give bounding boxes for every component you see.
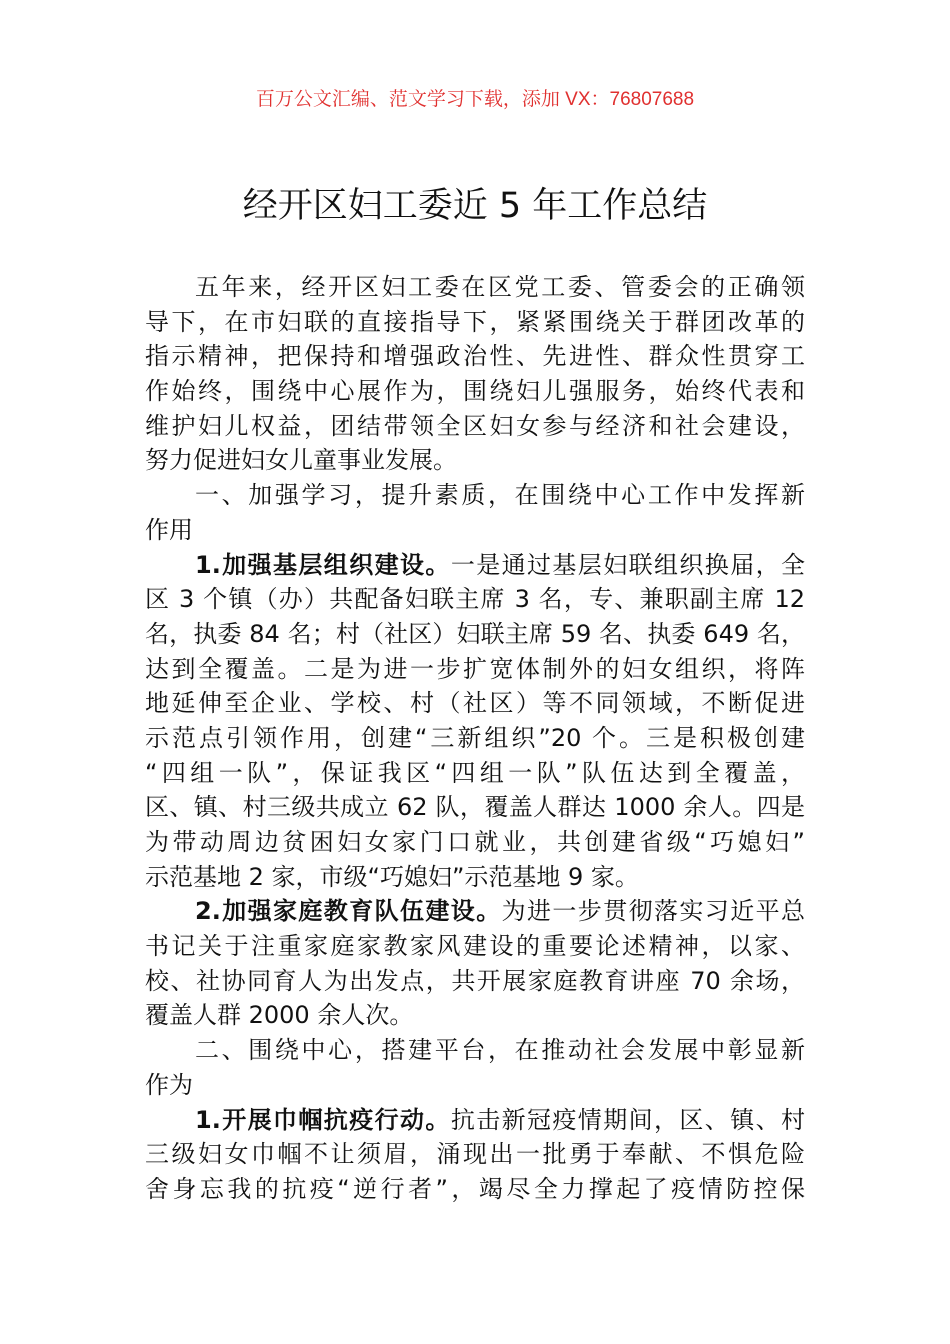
text-line [145,1172,805,1207]
line-text: 舍身忘我的抗疫“逆行者”，竭尽全力撑起了疫情防控保 [145,1174,805,1203]
text-line [145,374,805,409]
text-line [145,894,805,929]
text-line [145,548,805,583]
line-text: 作始终，围绕中心展作为，围绕妇儿强服务，始终代表和 [145,377,805,406]
line-text: 作为 [145,1070,193,1099]
line-text: 为进一步贯彻落实习近平总 [501,897,805,926]
line-text: 努力促进妇女儿童事业发展。 [145,446,457,475]
line-text: 维护妇儿权益，团结带领全区妇女参与经济和社会建设， [145,411,805,440]
text-line [145,409,805,444]
line-text: 五年来，经开区妇工委在区党工委、管委会的正确领 [195,273,805,301]
text-line [145,964,805,999]
text-line [145,929,805,964]
line-text: 作用 [145,515,193,544]
line-text: 区、镇、村三级共成立 62 队，覆盖人群达 1000 余人。四是 [145,793,805,822]
line-text: 一是通过基层妇联组织换届，全 [450,550,805,579]
text-line [145,339,805,374]
text-line [145,1137,805,1172]
line-text: 为带动周边贫困妇女家门口就业，共创建省级“巧媳妇” [145,828,805,856]
text-line [145,443,805,478]
text-line [145,756,805,791]
text-line [145,721,805,756]
line-text: 三级妇女巾帼不让须眉，涌现出一批勇于奉献、不惧危险 [145,1140,805,1169]
document-title: 经开区妇工委近 5 年工作总结 [242,186,708,226]
line-text: “四组一队”，保证我区“四组一队”队伍达到全覆盖， [145,758,805,787]
text-line [145,1068,805,1103]
line-text: 指示精神，把保持和增强政治性、先进性、群众性贯穿工 [145,342,805,371]
text-line [145,513,805,548]
text-line [145,270,805,305]
text-line [145,1033,805,1068]
bold-heading: 2.加强家庭教育队伍建设。 [195,897,502,926]
line-text: 示范点引领作用，创建“三新组织”20 个。三是积极创建 [145,723,805,752]
line-text: 区 3 个镇（办）共配备妇联主席 3 名，专、兼职副主席 12 [145,585,805,614]
bold-heading: 1.开展巾帼抗疫行动。 [195,1105,451,1134]
text-line [145,478,805,513]
bold-heading: 1.加强基层组织建设。 [195,550,451,579]
line-text: 地延伸至企业、学校、村（社区）等不同领域，不断促进 [145,689,805,718]
line-text: 一、加强学习，提升素质，在围绕中心工作中发挥新 [195,481,805,510]
line-text: 书记关于注重家庭家教家风建设的重要论述精神，以家、 [145,932,805,961]
text-line [145,860,805,895]
line-text: 校、社协同育人为出发点，共开展家庭教育讲座 70 余场， [145,966,805,995]
line-text: 覆盖人群 2000 余人次。 [145,1001,414,1030]
text-line [145,305,805,340]
watermark-header: 百万公文汇编、范文学习下载，添加 VX：76807688 [255,89,695,110]
line-text: 达到全覆盖。二是为进一步扩宽体制外的妇女组织，将阵 [145,654,805,683]
line-text: 名，执委 84 名；村（社区）妇联主席 59 名、执委 649 名， [145,619,805,648]
text-line [145,582,805,617]
text-line [145,825,805,860]
text-line [145,617,805,652]
text-line [145,686,805,721]
line-text: 导下，在市妇联的直接指导下，紧紧围绕关于群团改革的 [145,307,805,336]
line-text: 示范基地 2 家，市级“巧媳妇”示范基地 9 家。 [145,862,639,891]
text-line [145,998,805,1033]
line-text: 二、围绕中心，搭建平台，在推动社会发展中彰显新 [195,1036,805,1065]
text-line [145,1103,805,1138]
line-text: 抗击新冠疫情期间，区、镇、村 [450,1105,805,1134]
text-line [145,790,805,825]
document-body [145,270,805,1207]
text-line [145,652,805,687]
